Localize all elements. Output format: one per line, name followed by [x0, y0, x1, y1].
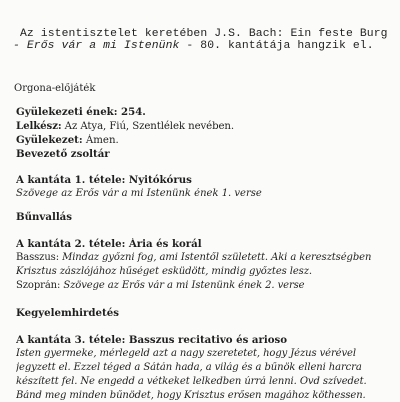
congregation-label: Gyülekezet:	[16, 134, 83, 146]
pastor-line	[16, 120, 400, 133]
header-line-2	[13, 40, 374, 53]
soprano-text: Szövege az Erős vár a mi Istenünk ének 2. verse	[60, 280, 305, 291]
movement-1-title: A kantáta 1. tétele: Nyitókórus	[16, 174, 192, 186]
movement-1-subtitle: Szövege az Erős vár a mi Istenünk ének 1. verse	[16, 188, 262, 199]
movement-2-title: A kantáta 2. tétele: Ária és korál	[16, 238, 202, 250]
congregation-line	[16, 134, 400, 147]
movement-3-text-1: Isten gyermeke, mérlegeld azt a nagy szeretetet, hogy Jézus vérével	[16, 348, 356, 359]
intro-psalm: Bevezető zsoltár	[16, 148, 110, 160]
movement-3-text-2: jegyzett el. Ezzel téged a Sátán hada, a világ és a bűnök elleni harcra	[16, 362, 362, 373]
soprano-label: Szoprán:	[16, 280, 61, 291]
header-line-2-title: - Erős vár a mi Istenünk	[13, 40, 180, 52]
header-line-1: Az istentisztelet keretében J.S. Bach: Ein feste Burg	[20, 28, 388, 40]
announcements: Kegyelemhirdetés	[16, 307, 119, 319]
bass-line	[16, 252, 400, 264]
movement-3-text-4: Bánd meg minden bűnödet, hogy Krisztus erősen magához köthessen.	[16, 390, 366, 401]
bass-text-1: Mindaz győzni fog, ami Istentől született. Aki a keresztségben	[58, 252, 372, 263]
congregation-text: Ámen.	[82, 135, 119, 146]
movement-3-title: A kantáta 3. tétele: Basszus recitativo és arioso	[16, 334, 288, 346]
bass-label: Basszus:	[16, 252, 59, 263]
pastor-text: Az Atya, Fiú, Szentlélek nevében.	[61, 121, 235, 132]
header-line-2-rest: - 80. kantátája hangzik el.	[179, 40, 374, 52]
confession: Bűnvallás	[16, 211, 73, 223]
pastor-label: Lelkész:	[16, 120, 62, 132]
organ-prelude: Orgona-előjáték	[14, 83, 96, 94]
congregational-song: Gyülekezeti ének: 254.	[16, 106, 146, 118]
bass-text-2: Krisztus zászlójához hűséget esküdött, mindig győztes lesz.	[16, 266, 312, 277]
soprano-line	[16, 280, 400, 292]
movement-3-text-3: készített fel. Ne engedd a vétkeket lelkedben úrrá lenni. Óvd szívedet.	[16, 376, 367, 387]
